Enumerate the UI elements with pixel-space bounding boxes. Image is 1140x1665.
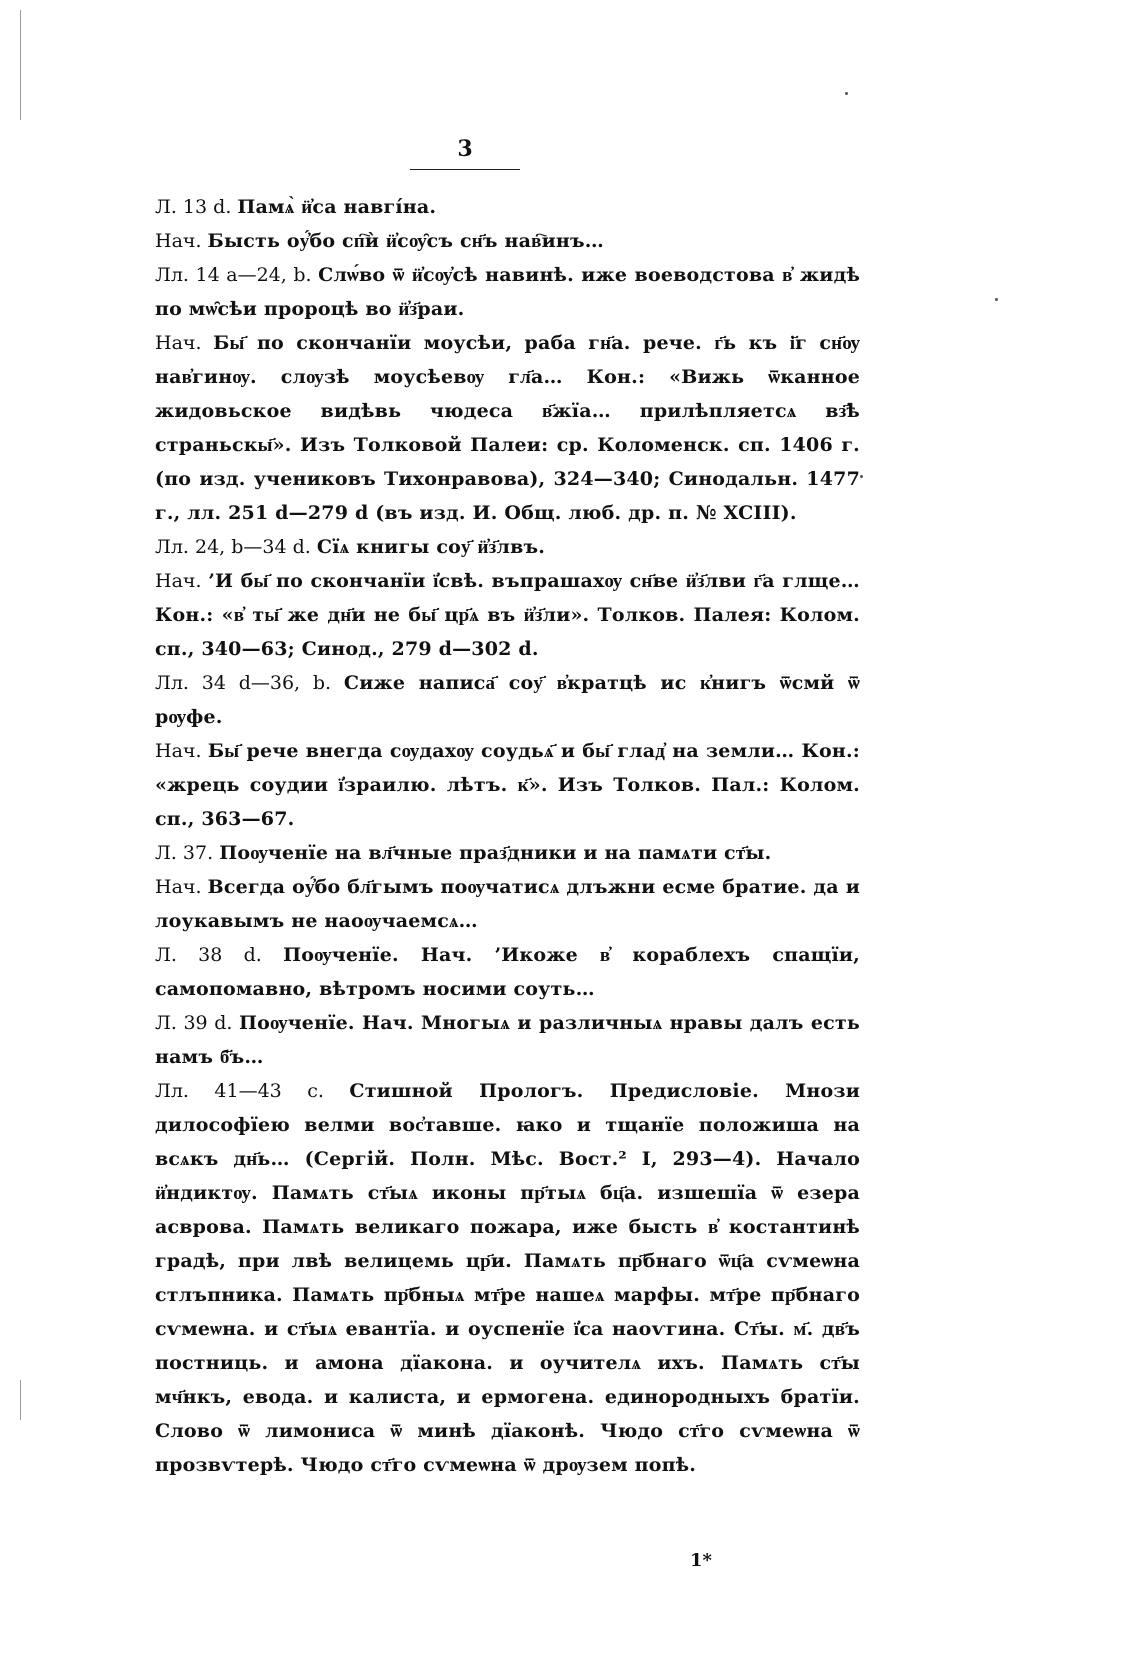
entry-head: Лл. 14 а—24, b.: [155, 264, 312, 286]
scan-speck: [845, 92, 848, 95]
entry-text: Бы҃ рече внегда сѹдахѹ соудьѧ҃ и бы҃ глад҆ на земли… Кон.: «жрець соудии ї҆зраилю. лѣтъ. к҃». Изъ Толков. Пал.: Колом. сп., 363—67.: [155, 740, 860, 830]
entry-12: [155, 1006, 860, 1074]
entry-text: Слѡ́во ѿ ӥ҆сѹ҆сѣ навинѣ. иже воеводстова в҆ жидѣ по мѡ̑сѣи пророцѣ во ӥ҆з҃раи.: [155, 264, 861, 320]
entry-text: Сиже написа҃ соу҃ в҆кратцѣ ис к҆нигъ ѿсмй ѿ рѹфе.: [155, 672, 860, 728]
document-body: [155, 190, 860, 1482]
entry-1: [155, 190, 860, 224]
header-rule: [410, 169, 520, 170]
page-number: 3: [457, 136, 473, 162]
entry-text: ’И бы҃ по скончанїи ї҆свѣ. въпрашахѹ сн҃ве ӥ҆з҃лви г҃а глще… Кон.: «в҆ ты҃ же дн҃и не бы҃ цр҃ѧ въ ӥ҆з҃ли». Толков. Палея: Колом. сп., 340—63; Синод., 279 d—302 d.: [155, 570, 860, 660]
entry-head: Нач.: [155, 332, 202, 354]
scan-edge-line-top: [20, 10, 21, 120]
entry-text: Поѹченїе на вл҃чные праз҃дники и на памѧти ст҃ы.: [219, 842, 772, 864]
entry-head: Л. 39 d.: [155, 1012, 233, 1034]
entry-head: Лл. 41—43 с.: [155, 1080, 324, 1102]
entry-head: Л. 38 d.: [155, 944, 262, 966]
entry-10: [155, 870, 860, 938]
scan-speck: [860, 475, 863, 478]
entry-6: [155, 564, 860, 666]
entry-2: [155, 224, 860, 258]
entry-head: Л. 13 d.: [155, 196, 232, 218]
entry-5: [155, 530, 860, 564]
entry-text: Бысть оу҆́бо сп҇ѝ ӥ҆сѹ̑съ сн҃ъ нав҇инъ…: [207, 230, 604, 252]
entry-9: [155, 836, 860, 870]
entry-text: Всегда оу҆́бо бл҃гымъ поѹчатисѧ длъжни есме братие. да и лоукавымъ не наоѹчаемсѧ…: [155, 876, 861, 932]
entry-11: [155, 938, 860, 1006]
scan-speck: [995, 298, 998, 301]
entry-4: [155, 326, 860, 530]
entry-head: Нач.: [155, 230, 202, 252]
scan-edge-line-bottom: [20, 1380, 21, 1420]
entry-text: Стишной Прологъ. Предисловіе. Мнози дилософїею велми вос҆тавше. ꙗко и тщанїе положиша на всѧкъ дн҃ь… (Сергій. Полн. Мѣс. Вост.² I, 293—4). Начало ӥ҆ндиктѹ. Памѧть ст҃ыѧ иконы пр҃тыѧ бц҃а. изшешїа ѿ езера асврова. Памѧть великаго пожара, иже бысть в҆ костантинѣ градѣ, при лвѣ велицемь цр҃и. Памѧть пр҃бнаго ѿц҃а сѵмеѡна стлъпника. Памѧть пр҃бныѧ мт҃ре нашеѧ марфы. мт҃ре пр҃бнаго сѵмеѡна. и ст҃ыѧ евантїа. и оуспенїе ї҆са наоѵгина. Ст҃ы. м҃. дв҃ъ постниць. и амона дїакона. и оучителѧ ихъ. Памѧть ст҃ы мч҃нкъ, еводa. и калиста, и ермогена. единородныхъ братїи. Слово ѿ лимониса ѿ минѣ дїаконѣ. Чюдо ст҃го сѵмеѡна ѿ прозвѵтерѣ. Чюдо ст҃го сѵмеѡна ѿ дрѹзем попѣ.: [155, 1080, 861, 1476]
entry-7: [155, 666, 860, 734]
entry-head: Лл. 24, b—34 d.: [155, 536, 311, 558]
entry-8: [155, 734, 860, 836]
entry-text: Поѹченїе. Нач. Многыѧ и различныѧ нравы далъ есть намъ б҃ъ…: [155, 1012, 860, 1068]
entry-head: Лл. 34 d—36, b.: [155, 672, 332, 694]
entry-head: Нач.: [155, 570, 202, 592]
entry-text: Поѹченїе. Нач. ’Икоже в҆ кораблехъ спащїи, самопомавно, вѣтромъ носими соуть…: [155, 944, 860, 1000]
entry-text: Памѧ̀ ӥ҆са навгі́на.: [237, 196, 437, 218]
printer-signature: 1*: [690, 1550, 712, 1571]
entry-text: Сїѧ книгы соу҃ ӥ҆з҃лвъ.: [316, 536, 546, 558]
entry-text: Бы҃ по скончанїи моусѣи, раба гн҃а. рече. г҃ь къ і҃г сн҃ѹ нав҆гинѹ. слѹзѣ моусѣевѹ гл҃а… Кон.: «Вижь ѿканное жидовьское видѣвь чюдеса в҃жїа… прилѣпляетсѧ вз҃ѣ страньскы҃». Изъ Толковой Палеи: ср. Коломенск. сп. 1406 г. (по изд. учениковъ Тихонравова), 324—340; Синодальн. 1477 г., лл. 251 d—279 d (въ изд. И. Общ. люб. др. п. № XCIII).: [155, 332, 860, 524]
entry-13: [155, 1074, 860, 1482]
entry-head: Л. 37.: [155, 842, 214, 864]
entry-3: [155, 258, 860, 326]
entry-head: Нач.: [155, 876, 202, 898]
entry-head: Нач.: [155, 740, 202, 762]
